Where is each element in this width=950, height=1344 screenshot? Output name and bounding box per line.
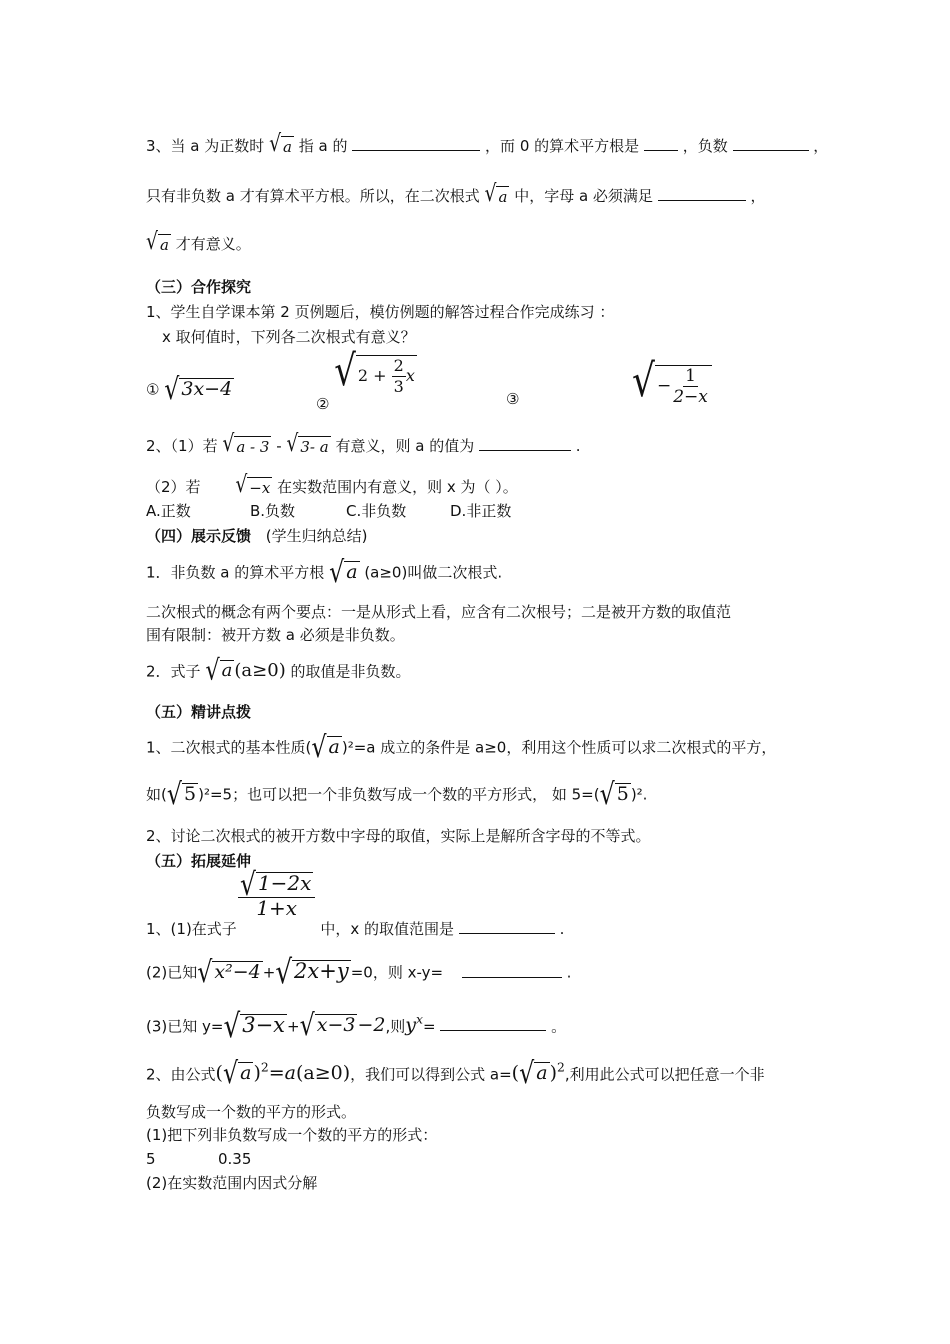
blank-6[interactable] <box>459 919 555 934</box>
sec4-p2a: 二次根式的概念有两个要点：一是从形式上看，应含有二次根号；二是被开方数的取值范 <box>146 603 732 621</box>
sqrt-2x-plus-y: √ 2x+y <box>275 954 349 992</box>
blank-2[interactable] <box>644 136 678 151</box>
sec6-p6: (1)把下列非负数写成一个数的平方的形式： <box>146 1126 438 1144</box>
q2-line: 2、（1）若 √ a - 3 - √ 3- a 有意义，则 a 的值为 . <box>146 430 581 458</box>
section-title-3: （三）合作探究 <box>146 278 252 296</box>
expr-2: √ 2 + $\frac{2}{3}$ x <box>334 346 415 396</box>
sec3-p2: x 取何值时，下列各二次根式有意义？ <box>162 328 416 346</box>
expr-3-wrap <box>632 356 712 408</box>
blank-3[interactable] <box>733 136 809 151</box>
sqrt-a-symbol: √ a <box>269 130 292 158</box>
sqrt-a-symbol: √ a <box>329 554 358 590</box>
formula-1: ( √ a )$^2$=a(a≥0) <box>215 1055 351 1091</box>
section-title-6: （五）拓展延伸 <box>146 852 252 870</box>
sec4-p1: 1．非负数 a 的算术平方根 √ a (a≥0)叫做二次根式. <box>146 554 503 590</box>
sqrt-5: √ 5 <box>599 776 629 812</box>
formula-2: ( √ a )$^2$ <box>511 1055 565 1091</box>
blank-1[interactable] <box>352 136 480 151</box>
sec6-q3: (3)已知 y= √ 3−x + √ x−3 −2,则$y^x=$ 。 <box>146 1007 567 1046</box>
blank-4[interactable] <box>658 186 746 201</box>
sqrt-3-minus-x: √ 3−x <box>223 1007 286 1046</box>
blank-7[interactable] <box>462 963 562 978</box>
sqrt-x2-minus-4: √ x²−4 <box>197 954 261 990</box>
sqrt-a-minus-3: √ a - 3 <box>222 430 270 458</box>
sec4-p3: 2．式子 √ a (a≥0) 的取值是非负数。 <box>146 654 411 688</box>
options-row <box>146 501 511 521</box>
fraction-expr: √ 1−2x 1+x <box>238 872 315 918</box>
sec6-q1: 1、(1)在式子 中，x 的取值范围是 . <box>146 920 565 938</box>
expr-sqrt-a-cond: √ a (a≥0) <box>205 654 286 688</box>
section-title-4: （四）展示反馈 (学生归纳总结) <box>146 527 368 545</box>
option-d[interactable]: D.非正数 <box>450 502 512 520</box>
s3-line1: 3、当 a 为正数时 √ a 指 a 的 ，而 0 的算术平方根是 ，负数 ， <box>146 130 829 158</box>
sqrt-neg-x: √ −x <box>235 471 271 499</box>
s3-line2: 只有非负数 a 才有算术平方根。所以，在二次根式 √ a 中，字母 a 必须满足 ， <box>146 180 766 208</box>
sec6-values: 5 0.35 <box>146 1150 252 1168</box>
sqrt-a-symbol: √ a <box>484 180 508 208</box>
expr-3-label: ③ <box>506 390 520 408</box>
sqrt-x-minus-3: √ x−3 −2 <box>299 1007 386 1043</box>
sqrt-a-symbol: √ a <box>311 729 340 765</box>
section-title-5: （五）精讲点拨 <box>146 703 252 721</box>
sec5-p2: 如( √ 5 )²=5；也可以把一个非负数写成一个数的平方形式， 如 5=( √ 5 )². <box>146 776 648 812</box>
option-b[interactable]: B.负数 <box>250 502 296 520</box>
sec4-p2b: 围有限制：被开方数 a 必须是非负数。 <box>146 626 405 644</box>
expr-row: ① √ 3x−4 <box>146 371 233 407</box>
sqrt-5: √ 5 <box>166 776 197 812</box>
sec6-p4: 2、由公式( √ a )$^2$=a(a≥0)，我们可以得到公式 a=( √ a )$^2$,利用此公式可以把任意一个非 <box>146 1055 765 1091</box>
sec6-p7: (2)在实数范围内因式分解 <box>146 1174 318 1192</box>
blank-5[interactable] <box>479 436 571 451</box>
sec5-p3: 2、讨论二次根式的被开方数中字母的取值，实际上是解所含字母的不等式。 <box>146 827 651 845</box>
expr-1: √ 3x−4 <box>164 371 233 407</box>
blank-8[interactable] <box>440 1016 546 1031</box>
expr-3: √ − $\frac{1}{2-x}$ <box>632 365 712 407</box>
expr-2-wrap: ② √ 2 + $\frac{2}{3}$ x <box>316 346 415 413</box>
sec6-q2: (2)已知 √ x²−4 + √ 2x+y =0，则 x-y= . <box>146 954 572 992</box>
sec5-p1: 1、二次根式的基本性质( √ a )²=a 成立的条件是 a≥0，利用这个性质可以求二次根式的平方， <box>146 729 777 765</box>
sec3-p1: 1、学生自学课本第 2 页例题后，模仿例题的解答过程合作完成练习 ： <box>146 303 615 321</box>
y-power-x: $y^x$ <box>405 1013 423 1037</box>
option-c[interactable]: C.非负数 <box>346 502 407 520</box>
s3-line3: √ a 才有意义。 <box>146 228 251 256</box>
sqrt-3-minus-a: √ 3- a <box>286 430 329 458</box>
sqrt-a-symbol: √ a <box>146 228 169 256</box>
q3-line: （2）若 √ −x 在实数范围内有意义，则 x 为（ ）。 <box>146 471 518 499</box>
option-a[interactable]: A.正数 <box>146 502 191 520</box>
sec6-p5: 负数写成一个数的平方的形式。 <box>146 1103 357 1121</box>
